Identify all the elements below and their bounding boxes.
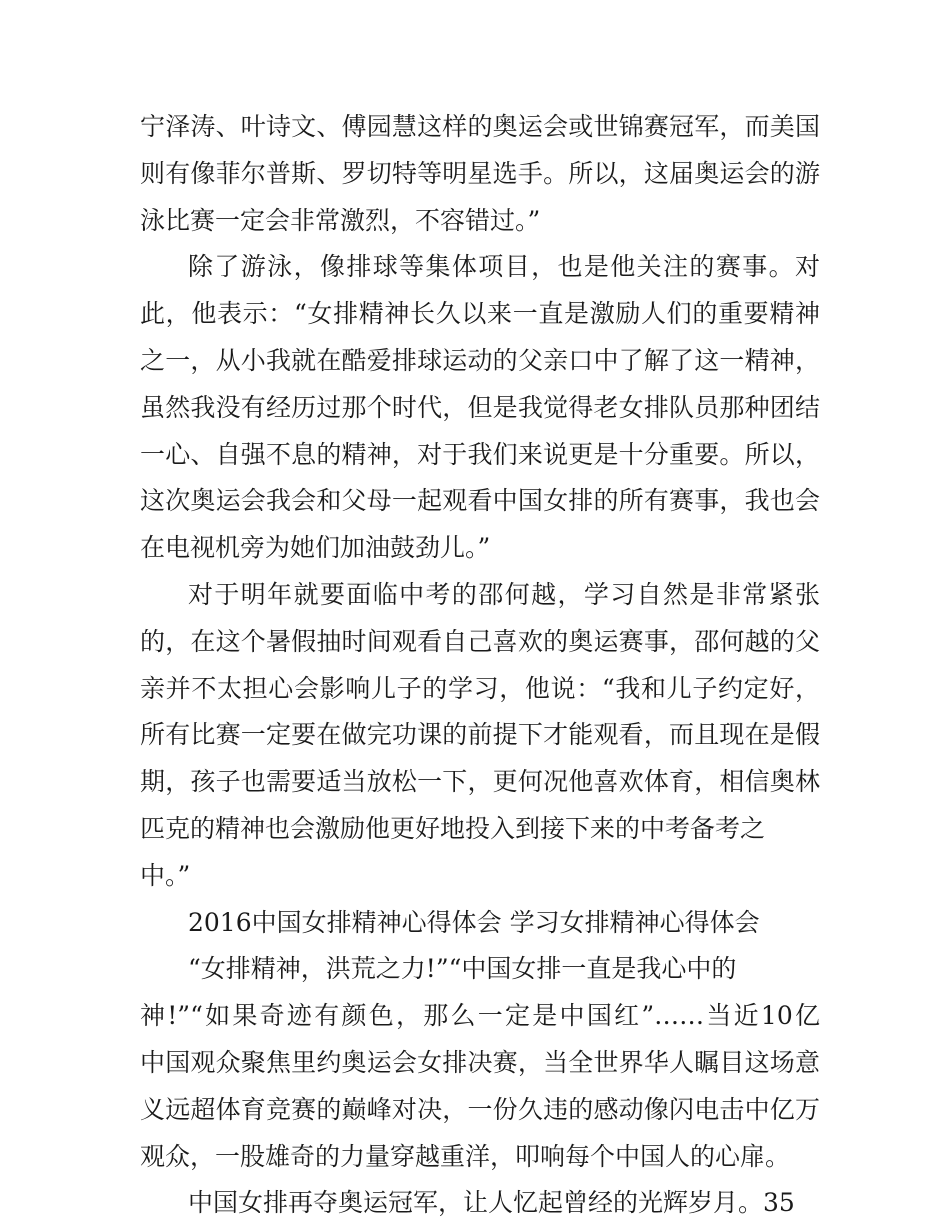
text-line: 宁泽涛、叶诗文、傅园慧这样的奥运会或世锦赛冠军，而美国	[140, 112, 820, 141]
text-line: 虽然我没有经历过那个时代，但是我觉得老女排队员那种团结	[140, 392, 820, 422]
text-line: 亲并不太担心会影响儿子的学习，他说：“我和儿子约定好，	[140, 673, 820, 703]
article-body	[140, 104, 820, 1227]
text-line: 中。”	[140, 860, 191, 890]
text-line: “女排精神，洪荒之力!”“中国女排一直是我心中的	[188, 954, 737, 984]
text-line: 观众，一股雄奇的力量穿越重洋，叩响每个中国人的心扉。	[140, 1141, 791, 1171]
text-line: 匹克的精神也会激励他更好地投入到接下来的中考备考之	[140, 813, 766, 843]
text-line: 期，孩子也需要适当放松一下，更何况他喜欢体育，相信奥林	[140, 767, 820, 797]
text-line: 一心、自强不息的精神，对于我们来说更是十分重要。所以，	[140, 439, 820, 469]
text-line: 除了游泳，像排球等集体项目，也是他关注的赛事。对	[188, 252, 820, 282]
section-title: 2016中国女排精神心得体会 学习女排精神心得体会	[188, 907, 760, 937]
text-line: 所有比赛一定要在做完功课的前提下才能观看，而且现在是假	[140, 720, 820, 750]
text-line: 中国女排再夺奥运冠军，让人忆起曾经的光辉岁月。35	[188, 1188, 795, 1218]
text-line: 对于明年就要面临中考的邵何越，学习自然是非常紧张	[188, 579, 820, 609]
text-line: 泳比赛一定会非常激烈，不容错过。”	[140, 205, 541, 235]
text-line: 之一，从小我就在酷爱排球运动的父亲口中了解了这一精神，	[140, 345, 820, 375]
text-line: 神!”“如果奇迹有颜色，那么一定是中国红”……当近10亿	[140, 1001, 820, 1031]
text-line: 义远超体育竞赛的巅峰对决，一份久违的感动像闪电击中亿万	[140, 1094, 820, 1124]
text-line: 的，在这个暑假抽时间观看自己喜欢的奥运赛事，邵何越的父	[140, 626, 820, 656]
text-line: 则有像菲尔普斯、罗切特等明星选手。所以，这届奥运会的游	[140, 158, 820, 188]
text-line: 在电视机旁为她们加油鼓劲儿。”	[140, 533, 491, 563]
text-line: 此，他表示：“女排精神长久以来一直是激励人们的重要精神	[140, 299, 820, 329]
text-line: 这次奥运会我会和父母一起观看中国女排的所有赛事，我也会	[140, 486, 820, 516]
text-line: 中国观众聚焦里约奥运会女排决赛，当全世界华人瞩目这场意	[140, 1047, 820, 1077]
